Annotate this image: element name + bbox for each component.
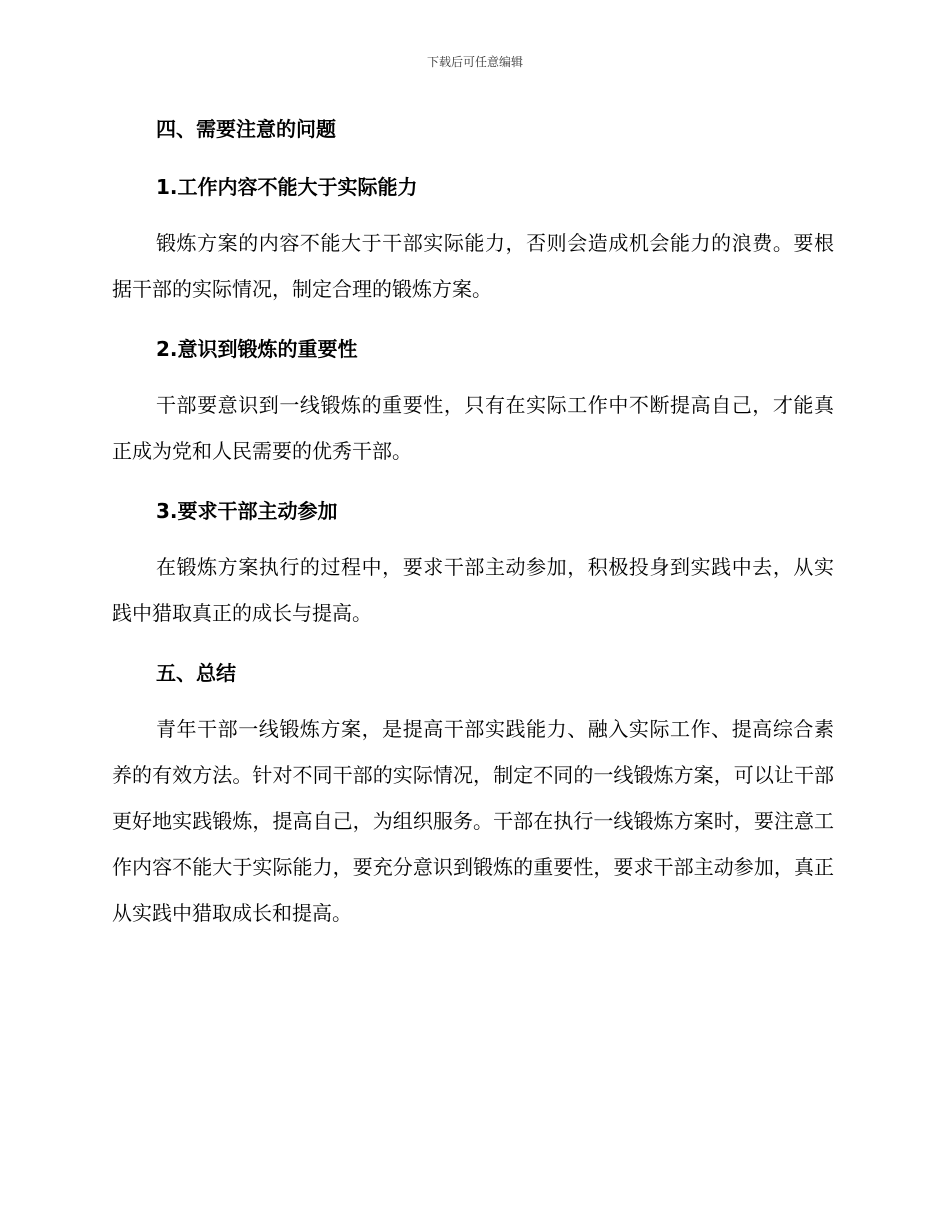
subsection-heading-4-1: 1.工作内容不能大于实际能力	[156, 175, 418, 199]
section-heading-5: 五、总结	[156, 661, 236, 685]
header-note: 下载后可任意编辑	[426, 55, 523, 69]
paragraph-5: 青年干部一线锻炼方案，是提高干部实践能力、融入实际工作、提高综合素养的有效方法。针对不同干部的实际情况，制定不同的一线锻炼方案，可以让干部更好地实践锻炼，提高自己，为组织服务。干部在执行一线锻炼方案时，要注意工作内容不能大于实际能力，要充分意识到锻炼的重要性，要求干部主动参加，真正从实践中猎取成长和提高。	[112, 717, 834, 925]
section-heading-4: 四、需要注意的问题	[156, 117, 336, 141]
subsection-heading-4-3: 3.要求干部主动参加	[156, 499, 338, 523]
paragraph-4-3: 在锻炼方案执行的过程中，要求干部主动参加，积极投身到实践中去，从实践中猎取真正的成长与提高。	[112, 555, 834, 625]
paragraph-4-2: 干部要意识到一线锻炼的重要性，只有在实际工作中不断提高自己，才能真正成为党和人民需要的优秀干部。	[112, 393, 834, 463]
subsection-heading-4-2: 2.意识到锻炼的重要性	[156, 337, 358, 361]
document-body	[112, 112, 834, 936]
paragraph-4-1: 锻炼方案的内容不能大于干部实际能力，否则会造成机会能力的浪费。要根据干部的实际情况，制定合理的锻炼方案。	[112, 231, 834, 301]
